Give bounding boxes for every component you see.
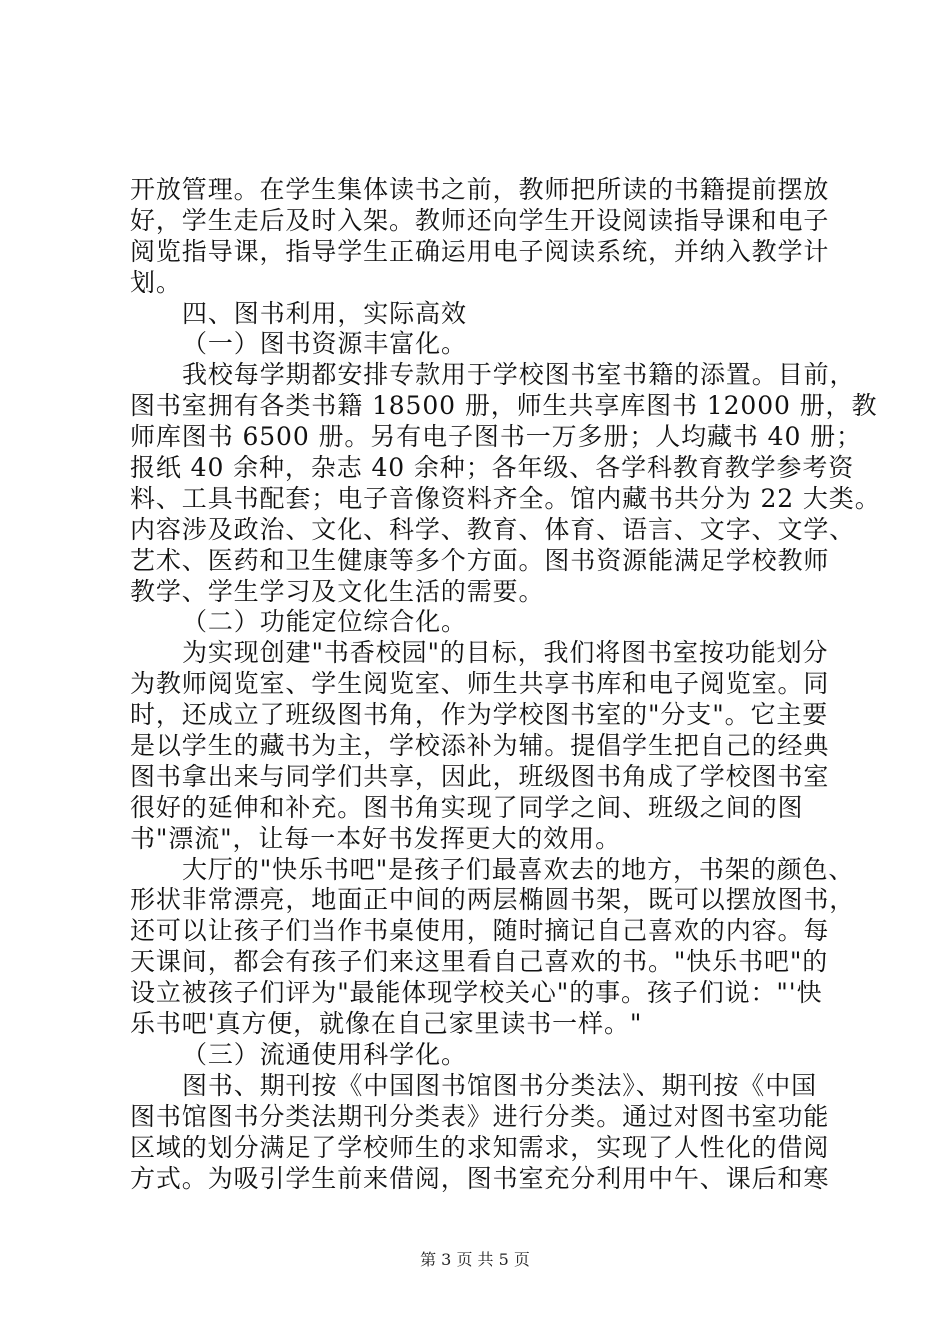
text-line: 还可以让孩子们当作书桌使用，随时摘记自己喜欢的内容。每: [130, 916, 830, 946]
text-line: 方式。为吸引学生前来借阅，图书室充分利用中午、课后和寒: [130, 1163, 830, 1193]
text-line: 形状非常漂亮，地面正中间的两层椭圆书架，既可以摆放图书，: [130, 885, 856, 915]
text-line: 料、工具书配套；电子音像资料齐全。馆内藏书共分为 22 大类。: [130, 483, 881, 513]
text-line: 划。: [130, 267, 182, 297]
text-line: 区域的划分满足了学校师生的求知需求，实现了人性化的借阅: [130, 1132, 830, 1162]
text-line: 设立被孩子们评为"最能体现学校关心"的事。孩子们说："'快: [130, 978, 823, 1008]
text-line: 好，学生走后及时入架。教师还向学生开设阅读指导课和电子: [130, 205, 830, 235]
text-line: 是以学生的藏书为主，学校添补为辅。提倡学生把自己的经典: [130, 731, 830, 761]
text-line: 内容涉及政治、文化、科学、教育、体育、语言、文字、文学、: [130, 514, 856, 544]
text-line: 为教师阅览室、学生阅览室、师生共享书库和电子阅览室。同: [130, 669, 830, 699]
text-line: 图书室拥有各类书籍 18500 册，师生共享库图书 12000 册，教: [130, 391, 878, 421]
text-line: （三）流通使用科学化。: [182, 1039, 467, 1069]
text-line: 很好的延伸和补充。图书角实现了同学之间、班级之间的图: [130, 792, 804, 822]
text-line: （一）图书资源丰富化。: [182, 329, 467, 359]
text-line: 图书拿出来与同学们共享，因此，班级图书角成了学校图书室: [130, 761, 830, 791]
text-line: 艺术、医药和卫生健康等多个方面。图书资源能满足学校教师: [130, 545, 830, 575]
text-line: 图书、期刊按《中国图书馆图书分类法》、期刊按《中国: [182, 1070, 818, 1100]
page-footer: 第 3 页 共 5 页: [420, 1250, 530, 1269]
text-line: 书"漂流"，让每一本好书发挥更大的效用。: [130, 823, 621, 853]
text-line: 乐书吧'真方便，就像在自己家里读书一样。": [130, 1009, 643, 1039]
text-line: 阅览指导课，指导学生正确运用电子阅读系统，并纳入教学计: [130, 236, 830, 266]
text-line: 时，还成立了班级图书角，作为学校图书室的"分支"。它主要: [130, 700, 829, 730]
text-line: （二）功能定位综合化。: [182, 607, 467, 637]
text-line: 四、图书利用，实际高效: [182, 298, 467, 328]
text-line: 大厅的"快乐书吧"是孩子们最喜欢去的地方，书架的颜色、: [182, 854, 855, 884]
text-line: 教学、学生学习及文化生活的需要。: [130, 576, 545, 606]
text-line: 图书馆图书分类法期刊分类表》进行分类。通过对图书室功能: [130, 1101, 830, 1131]
text-line: 为实现创建"书香校园"的目标，我们将图书室按功能划分: [182, 638, 829, 668]
text-line: 我校每学期都安排专款用于学校图书室书籍的添置。目前，: [182, 360, 856, 390]
text-line: 师库图书 6500 册。另有电子图书一万多册；人均藏书 40 册；: [130, 422, 862, 452]
text-line: 天课间，都会有孩子们来这里看自己喜欢的书。"快乐书吧"的: [130, 947, 829, 977]
document-body: [130, 175, 881, 1194]
text-line: 开放管理。在学生集体读书之前，教师把所读的书籍提前摆放: [130, 175, 830, 204]
text-line: 报纸 40 余种，杂志 40 余种；各年级、各学科教育教学参考资: [130, 453, 855, 483]
